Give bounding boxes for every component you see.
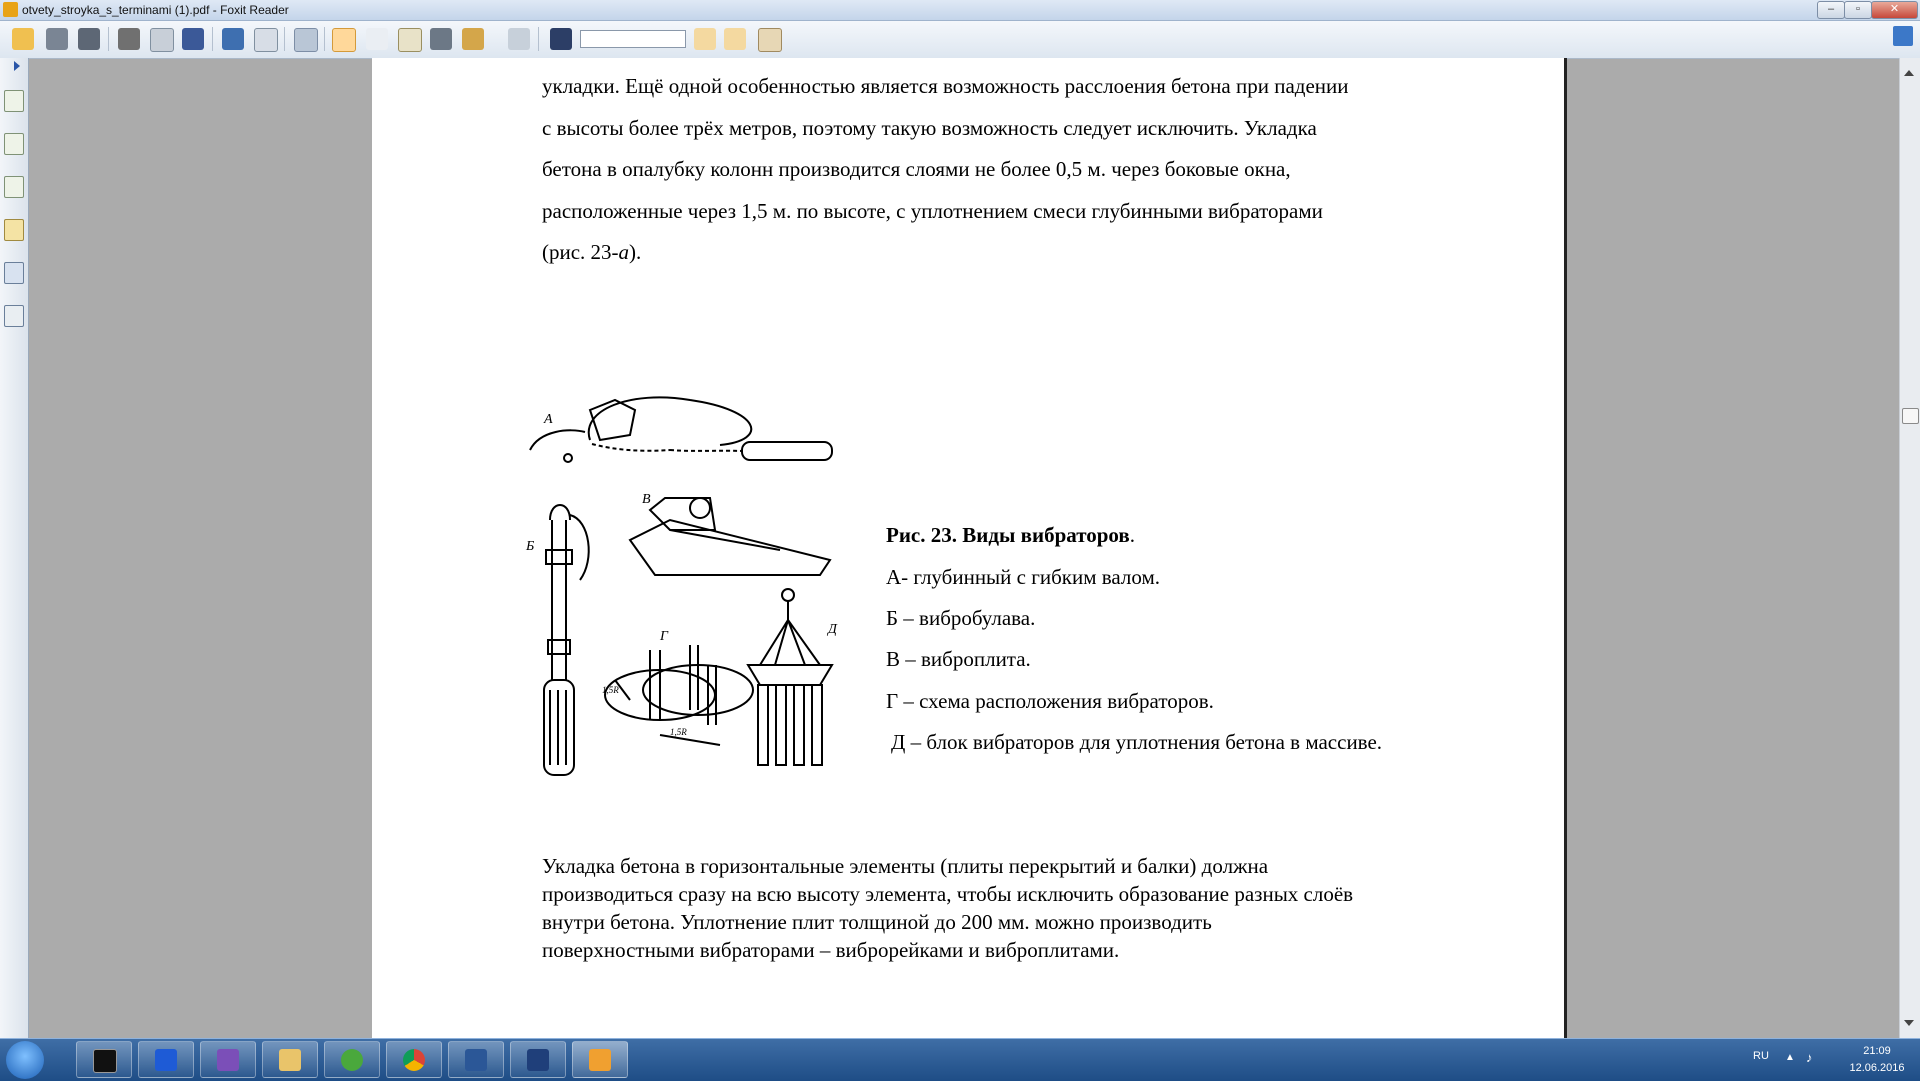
save-all-icon[interactable]	[78, 28, 100, 50]
toolbar-separator	[284, 27, 285, 51]
file-explorer-icon	[279, 1049, 301, 1071]
find-icon[interactable]	[550, 28, 572, 50]
start-button[interactable]	[6, 1041, 44, 1079]
clock-time[interactable]: 21:09	[1863, 1045, 1891, 1057]
binoculars-icon[interactable]	[254, 28, 278, 52]
title-bar	[0, 0, 1920, 21]
layers-panel-icon[interactable]	[4, 176, 24, 198]
taskbar-visual-studio[interactable]	[200, 1041, 256, 1078]
building-app-icon	[155, 1049, 177, 1071]
text-line: производиться сразу на всю высоту элемента, чтобы исключить образование разных слоёв	[542, 882, 1354, 906]
window-title: otvety_stroyka_s_terminami (1).pdf - Foxit Reader	[22, 3, 289, 17]
taskbar-building-app[interactable]	[138, 1041, 194, 1078]
volume-icon[interactable]: ♪	[1806, 1050, 1813, 1065]
page-edge	[1564, 58, 1567, 1038]
word-icon	[465, 1049, 487, 1071]
email-icon[interactable]	[150, 28, 174, 52]
find-next-icon[interactable]	[724, 28, 746, 50]
figure-label-g: Г	[660, 629, 668, 644]
toolbar-separator	[108, 27, 109, 51]
pages-icon[interactable]	[4, 133, 24, 155]
language-indicator[interactable]: RU	[1753, 1050, 1769, 1062]
caption-item-b: Б – вибробулава.	[886, 606, 1036, 630]
comment-icon[interactable]	[758, 28, 782, 52]
text-span: (рис. 23-	[542, 240, 619, 264]
stamp-icon[interactable]	[462, 28, 484, 50]
clock-date[interactable]: 12.06.2016	[1849, 1062, 1905, 1074]
text-line: бетона в опалубку колонн производится слоями не более 0,5 м. через боковые окна,	[542, 157, 1291, 181]
caption-title-text: Рис. 23. Виды вибраторов	[886, 523, 1130, 547]
paragraph-3	[542, 852, 1482, 964]
taskbar-utorrent[interactable]	[324, 1041, 380, 1078]
toolbar-separator	[538, 27, 539, 51]
vibrator-figure	[520, 380, 860, 790]
text-line: с высоты более трёх метров, поэтому такую возможность следует исключить. Укладка	[542, 115, 1317, 140]
text-line	[542, 232, 1482, 274]
open-icon[interactable]	[12, 28, 34, 50]
figure-label-d: Д	[828, 622, 837, 637]
text-select-icon[interactable]	[398, 28, 422, 52]
close-button[interactable]: ✕	[1871, 1, 1918, 19]
figure-label-v: В	[642, 492, 651, 507]
signatures-icon[interactable]	[4, 305, 24, 327]
maximize-button[interactable]: ▫	[1844, 1, 1872, 19]
caption-item-v: В – виброплита.	[886, 647, 1031, 671]
facebook-icon[interactable]	[182, 28, 204, 50]
paragraph-1	[542, 66, 1482, 274]
find-input[interactable]	[580, 30, 686, 48]
text-italic: а	[618, 240, 630, 264]
attachments-icon[interactable]	[4, 262, 24, 284]
monitor-icon[interactable]	[222, 28, 244, 50]
taskbar-chrome[interactable]	[386, 1041, 442, 1078]
comments-panel-icon[interactable]	[4, 219, 24, 241]
caption-item-d: Д – блок вибраторов для уплотнения бетона в массиве.	[891, 730, 1383, 754]
foxit-reader-icon	[589, 1049, 611, 1071]
toolbar-separator	[324, 27, 325, 51]
text-span: ).	[629, 240, 642, 264]
figure-dimension-2: 1,5R	[670, 727, 687, 737]
visual-studio-icon	[217, 1049, 239, 1071]
scroll-up-icon[interactable]	[1904, 70, 1914, 76]
save-icon[interactable]	[46, 28, 68, 50]
nav-expand-icon[interactable]	[14, 61, 20, 71]
figure-dimension-1: 1,5R	[602, 685, 619, 695]
caption-item-a: А- глубинный с гибким валом.	[886, 565, 1161, 589]
find-prev-icon[interactable]	[694, 28, 716, 50]
expand-icon[interactable]	[1893, 26, 1913, 46]
taskbar-foxit-reader[interactable]	[572, 1041, 628, 1078]
text-line: поверхностными вибраторами – виброрейками и виброплитами.	[542, 938, 1120, 962]
text-line: укладки. Ещё одной особенностью является возможность расслоения бетона при падении	[542, 74, 1349, 98]
vertical-scrollbar[interactable]	[1899, 58, 1920, 1038]
text-line: внутри бетона. Уплотнение плит толщиной до 200 мм. можно производить	[542, 910, 1212, 934]
chrome-icon	[403, 1049, 425, 1071]
snapshot-icon[interactable]	[430, 28, 452, 50]
taskbar-cmd[interactable]	[76, 1041, 132, 1078]
cmd-icon	[93, 1049, 117, 1073]
select-icon[interactable]	[366, 28, 388, 50]
figure-caption-title	[886, 523, 1135, 548]
pen-icon[interactable]	[508, 28, 530, 50]
hand-icon[interactable]	[332, 28, 356, 52]
taskbar-word[interactable]	[448, 1041, 504, 1078]
navigation-panel	[0, 58, 29, 1038]
toolbar-separator	[212, 27, 213, 51]
toolbar	[0, 21, 1920, 59]
text-line: Укладка бетона в горизонтальные элементы (плиты перекрытий и балки) должна	[542, 854, 1269, 878]
text-line: расположенные через 1,5 м. по высоте, с уплотнением смеси глубинными вибраторами	[542, 198, 1323, 223]
bookmarks-icon[interactable]	[4, 90, 24, 112]
figure-label-a: А	[544, 412, 553, 427]
figure-label-b: Б	[526, 539, 535, 554]
scroll-thumb[interactable]	[1902, 408, 1919, 424]
taskbar-archicad[interactable]	[510, 1041, 566, 1078]
taskbar-file-explorer[interactable]	[262, 1041, 318, 1078]
tray-expand-icon[interactable]: ▲	[1785, 1052, 1795, 1063]
scroll-down-icon[interactable]	[1904, 1020, 1914, 1026]
minimize-button[interactable]: –	[1817, 1, 1845, 19]
print-icon[interactable]	[118, 28, 140, 50]
utorrent-icon	[341, 1049, 363, 1071]
caption-item-g: Г – схема расположения вибраторов.	[886, 689, 1214, 713]
layers-icon[interactable]	[294, 28, 318, 52]
foxit-app-icon	[3, 2, 18, 17]
archicad-icon	[527, 1049, 549, 1071]
caption-title-end: .	[1129, 523, 1135, 547]
